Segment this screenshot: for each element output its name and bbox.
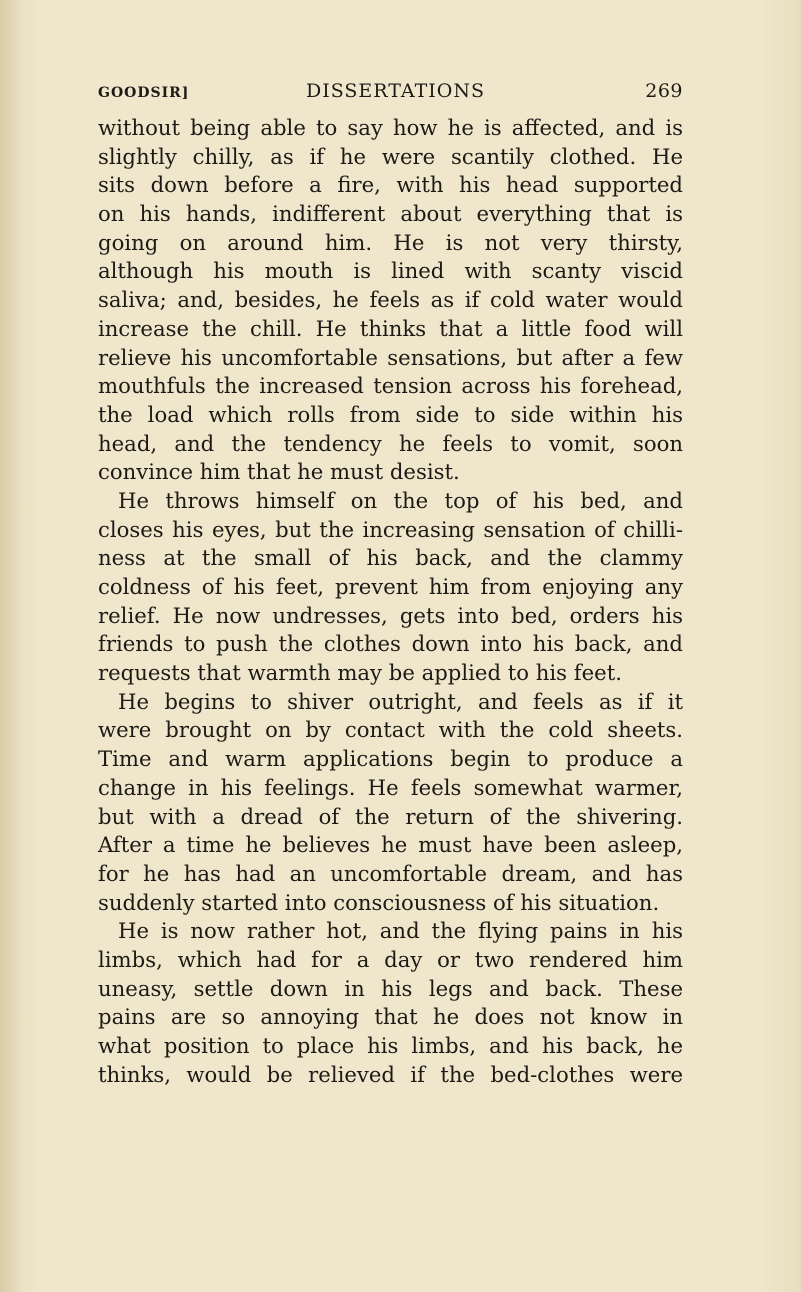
text-line: but with a dread of the return of the shivering.	[98, 803, 683, 829]
text-line: After a time he believes he must have been asleep,	[98, 832, 683, 858]
body-text	[98, 114, 683, 1089]
text-line: thinks, would be relieved if the bed-clothes were	[98, 1061, 683, 1087]
page-number: 269	[645, 80, 683, 102]
text-line: relief. He now undresses, gets into bed, orders his	[98, 602, 683, 628]
text-line: change in his feelings. He feels somewhat warmer,	[98, 774, 683, 800]
text-line: saliva; and, besides, he feels as if cold water would	[98, 287, 683, 313]
text-line: coldness of his feet, prevent him from enjoying any	[98, 574, 683, 599]
text-line: uneasy, settle down in his legs and back. These	[98, 975, 683, 1001]
text-line: Time and warm applications begin to produce a	[98, 746, 683, 772]
text-line: slightly chilly, as if he were scantily clothed. He	[98, 143, 683, 169]
text-line: although his mouth is lined with scanty viscid	[98, 258, 683, 284]
paragraph-first-line: He is now rather hot, and the flying pains in his	[118, 918, 683, 944]
paragraph-last-line: convince him that he must desist.	[98, 459, 460, 485]
text-line: sits down before a fire, with his head supported	[98, 172, 683, 198]
text-line: increase the chill. He thinks that a little food will	[98, 315, 683, 341]
paragraph-first-line: He throws himself on the top of his bed, and	[118, 487, 683, 513]
text-line: relieve his uncomfortable sensations, but after a few	[98, 344, 683, 370]
text-line: limbs, which had for a day or two rendered him	[98, 946, 683, 972]
running-head-author: GOODSIR]	[98, 85, 190, 101]
text-line: closes his eyes, but the increasing sensation of chilli-	[98, 516, 683, 542]
text-line: mouthfuls the increased tension across his forehead,	[98, 373, 683, 399]
paragraph-last-line: suddenly started into consciousness of his situation.	[98, 889, 660, 915]
text-line: going on around him. He is not very thirsty,	[98, 229, 683, 255]
running-head-title: DISSERTATIONS	[306, 80, 485, 102]
text-line: head, and the tendency he feels to vomit, soon	[98, 430, 683, 456]
text-line: were brought on by contact with the cold sheets.	[98, 717, 683, 743]
paragraph-last-line: requests that warmth may be applied to his feet.	[98, 660, 622, 686]
page-gutter-shadow	[0, 0, 22, 1292]
text-line: the load which rolls from side to side within his	[98, 401, 683, 427]
text-line: for he has had an uncomfortable dream, and has	[98, 860, 683, 886]
text-line: pains are so annoying that he does not know in	[98, 1004, 683, 1030]
text-line: without being able to say how he is affected, and is	[98, 115, 683, 140]
running-head	[98, 76, 683, 106]
text-line: friends to push the clothes down into his back, and	[98, 631, 683, 657]
text-line: what position to place his limbs, and his back, he	[98, 1033, 683, 1058]
text-line: ness at the small of his back, and the clammy	[98, 545, 683, 571]
text-line: on his hands, indifferent about everything that is	[98, 201, 683, 227]
paragraph-first-line: He begins to shiver outright, and feels as if it	[118, 688, 683, 714]
